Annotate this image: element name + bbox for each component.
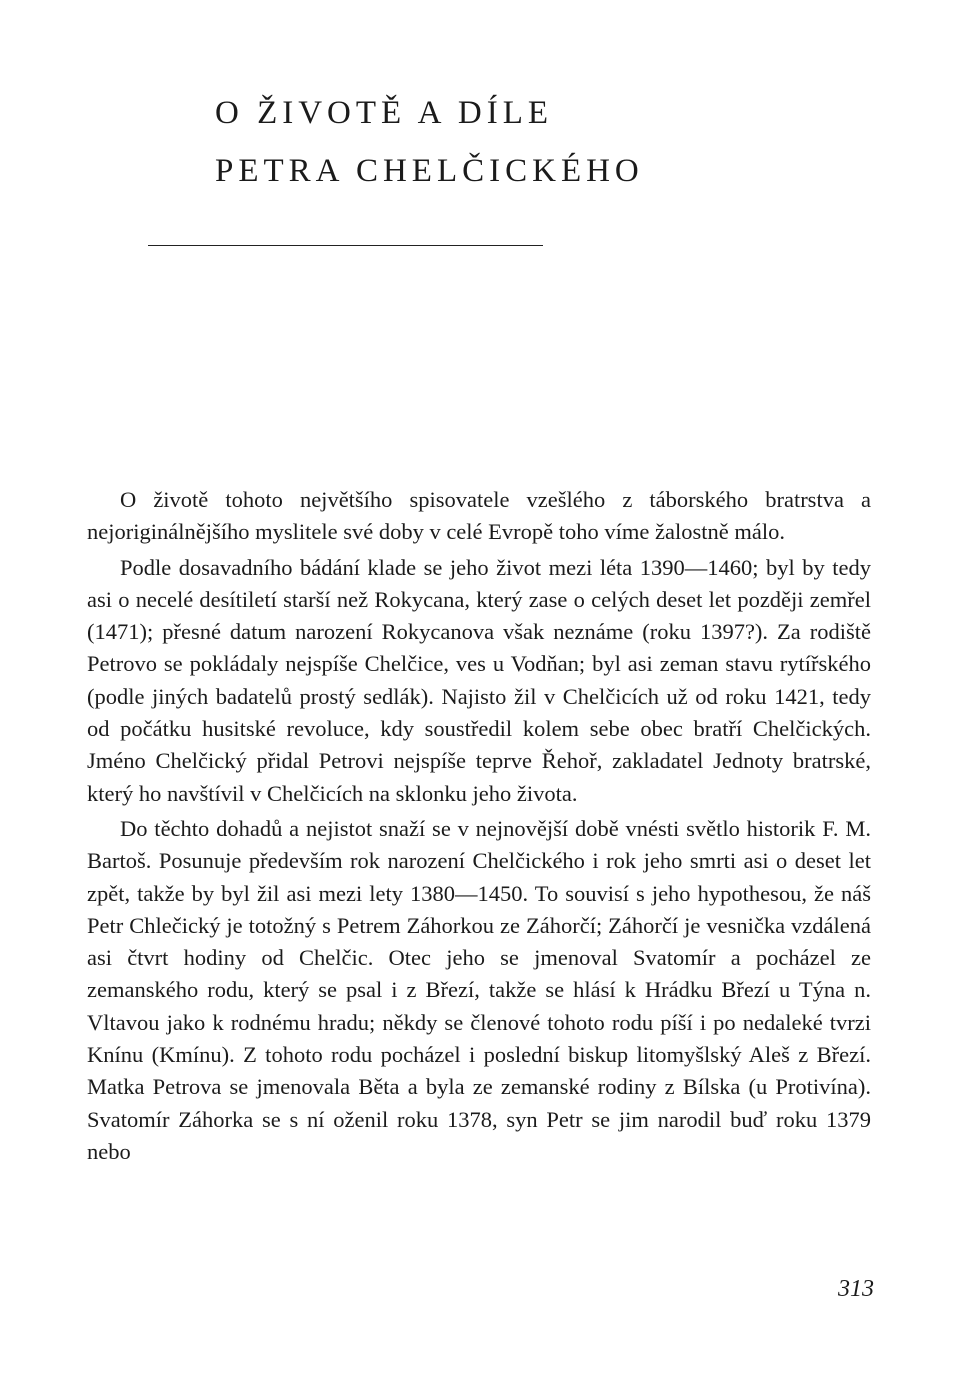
paragraph: Podle dosavadního bádání klade se jeho život mezi léta 1390—1460; byl by tedy asi o necelé desítiletí starší než Rokycana, který zase o celých deset let později zemřel (1471); přesné datum narození Rokycanova však neznáme (roku 1397?). Za rodiště Petrovo se pokládaly nejspíše Chelčice, ves u Vodňan; byl asi zeman stavu rytířského (podle jiných badatelů prostý sedlák). Najisto žil v Chelčicích už od roku 1421, tedy od počátku husitské revoluce, kdy soustředil kolem sebe obec bratří Chelčických. Jméno Chelčický přidal Petrovi nejspíše teprve Řehoř, zakladatel Jednoty bratrské, který ho navštívil v Chelčicích na sklonku jeho života.	[87, 554, 871, 806]
page-number: 313	[838, 1276, 874, 1302]
paragraph: O životě tohoto největšího spisovatele vzešlého z táborského bratrstva a nejoriginálnějšího myslitele své doby v celé Evropě toho víme žalostně málo.	[87, 487, 871, 545]
title-divider	[148, 245, 543, 246]
body-text	[87, 484, 871, 1168]
chapter-title	[215, 84, 855, 200]
paragraph: Do těchto dohadů a nejistot snaží se v nejnovější době vnésti světlo historik F. M. Bartoš. Posunuje především rok narození Chelčického i rok jeho smrti asi o deset let zpět, takže by byl žil asi mezi lety 1380—1450. To souvisí s jeho hypothesou, že náš Petr Chlečický je totožný s Petrem Záhorkou ze Záhorčí; Záhorčí je vesnička vzdálená asi čtvrt hodiny od Chelčic. Otec jeho se jmenoval Svatomír a pocházel ze zemanského rodu, který se psal i z Březí, takže se hlásí k Hrádku Březí u Týna n. Vltavou jako k rodnému hradu; někdy se členové tohoto rodu píší i po nedaleké tvrzi Knínu (Kmínu). Z tohoto rodu pocházel i poslední biskup litomyšlský Aleš z Březí. Matka Petrova se jmenovala Běta a byla ze zemanské rodiny z Bílska (u Protivína). Svatomír Záhorka se s ní oženil roku 1378, syn Petr se jim narodil buď roku 1379 nebo	[87, 815, 871, 1164]
chapter-title-line-1: O ŽIVOTĚ A DÍLE	[215, 95, 554, 131]
chapter-title-line-2: PETRA CHELČICKÉHO	[215, 153, 644, 189]
